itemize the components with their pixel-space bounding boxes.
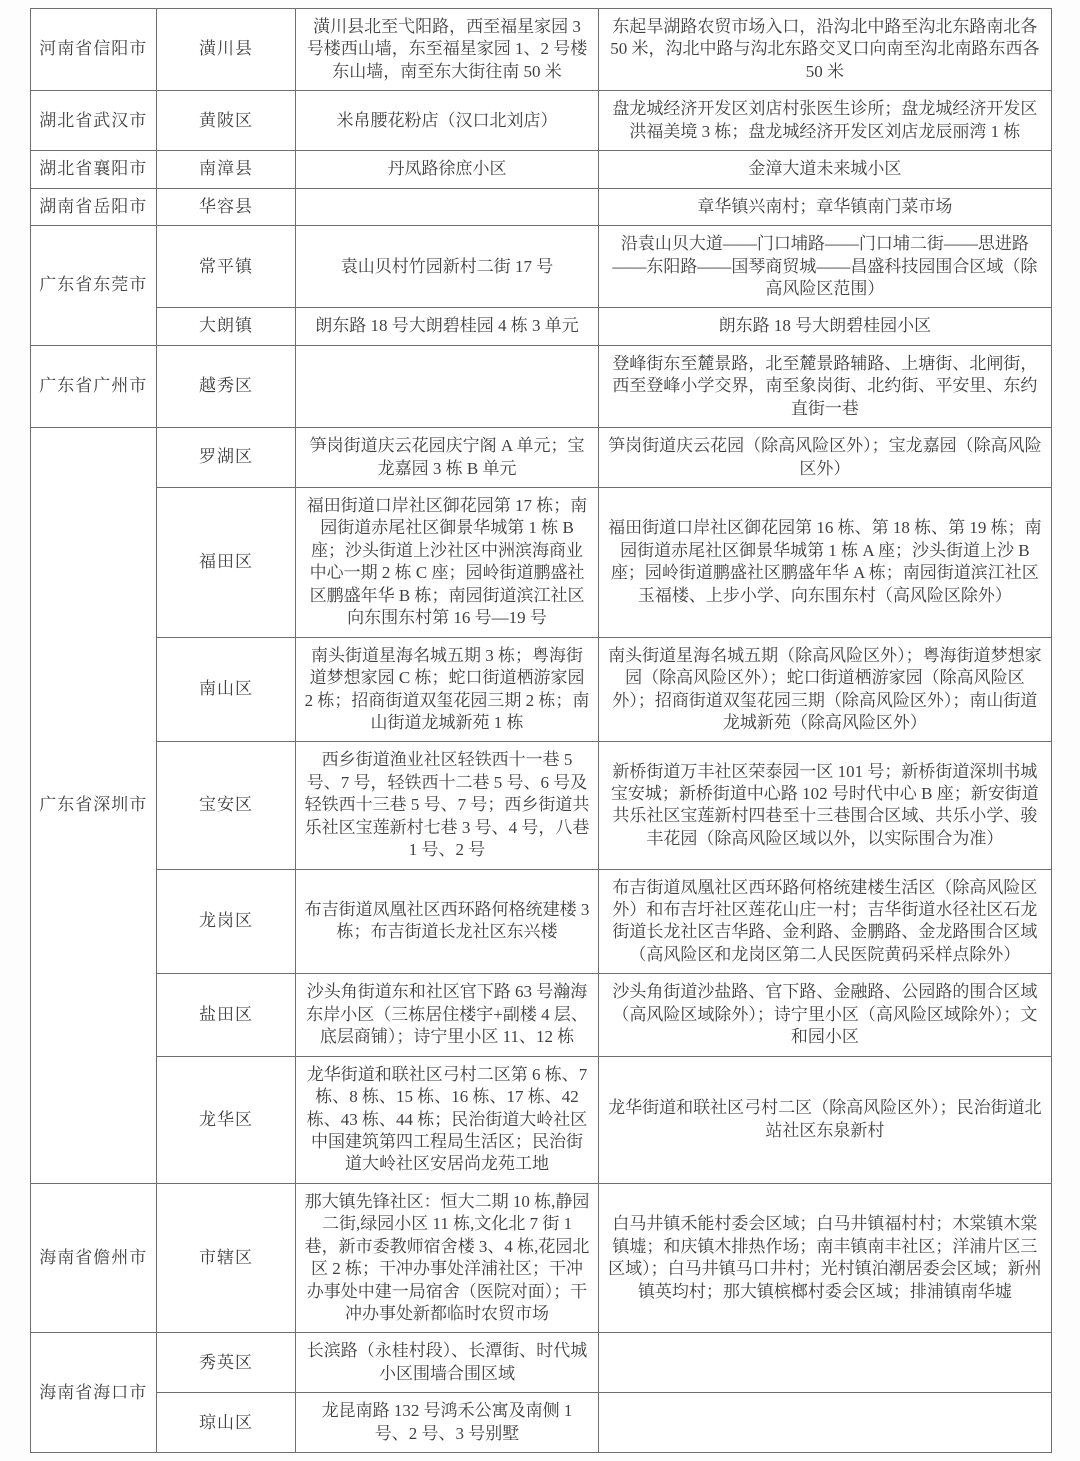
area-list-cell (296, 345, 598, 427)
area-scope-cell: 金漳大道未来城小区 (598, 151, 1051, 188)
district-cell: 宝安区 (156, 742, 296, 869)
area-scope-cell: 盘龙城经济开发区刘店村张医生诊所；盘龙城经济开发区洪福美境 3 栋；盘龙城经济开发区刘店龙辰丽湾 1 栋 (598, 91, 1051, 151)
area-list-cell: 朗东路 18 号大朗碧桂园 4 栋 3 单元 (296, 308, 598, 345)
area-list-cell: 袁山贝村竹园新村二街 17 号 (296, 226, 598, 308)
area-list-cell: 潢川县北至弋阳路，西至福星家园 3 号楼西山墙，东至福星家园 1、2 号楼东山墙，南至东大街往南 50 米 (296, 9, 598, 91)
table-row (31, 869, 1052, 974)
area-scope-cell: 龙华街道和联社区弓村二区（除高风险区外）；民治街道北站社区东泉新村 (598, 1056, 1051, 1183)
area-scope-cell: 新桥街道万丰社区荣泰园一区 101 号；新桥街道深圳书城宝安城；新桥街道中心路 102 号时代中心 B 座；新安街道共乐社区宝莲新村四巷至十三巷围合区域、共乐小学、骏丰花园（除高风险区域以外，以实际围合为准） (598, 742, 1051, 869)
district-cell: 南山区 (156, 637, 296, 742)
table-row (31, 1056, 1052, 1183)
table-row (31, 1333, 1052, 1393)
area-scope-cell: 沿袁山贝大道——门口埔路——门口埔二街——思进路——东阳路——国琴商贸城——昌盛科技园围合区域（除高风险区范围） (598, 226, 1051, 308)
district-cell: 越秀区 (156, 345, 296, 427)
table-row (31, 974, 1052, 1056)
province-cell: 河南省信阳市 (31, 9, 157, 91)
area-scope-cell: 朗东路 18 号大朗碧桂园小区 (598, 308, 1051, 345)
area-list-cell: 丹凤路徐庶小区 (296, 151, 598, 188)
district-cell: 大朗镇 (156, 308, 296, 345)
area-list-cell: 米帛腰花粉店（汉口北刘店） (296, 91, 598, 151)
table-row (31, 428, 1052, 488)
table-row (31, 742, 1052, 869)
area-list-cell: 福田街道口岸社区御花园第 17 栋；南园街道赤尾社区御景华城第 1 栋 B 座；沙头街道上沙社区中洲滨海商业中心一期 2 栋 C 座；园岭街道鹏盛社区鹏盛年华 B 栋；南园街道滨江社区向东围东村第 16 号—19 号 (296, 488, 598, 638)
district-cell: 南漳县 (156, 151, 296, 188)
area-scope-cell (598, 1393, 1051, 1453)
area-list-cell: 那大镇先锋社区：恒大二期 10 栋,静园二街,绿园小区 11 栋,文化北 7 街 1 巷，新市委教师宿舍楼 3、4 栋,花园北区 2 栋；干冲办事处洋浦社区；干冲办事处中建一局宿舍（医院对面）；干冲办事处新都临时农贸市场 (296, 1183, 598, 1333)
area-scope-cell: 登峰街东至麓景路，北至麓景路辅路、上塘街、北闸街，西至登峰小学交界，南至象岗街、北约街、平安里、东约直街一巷 (598, 345, 1051, 427)
area-list-cell: 西乡街道渔业社区轻铁西十一巷 5 号、7 号，轻铁西十二巷 5 号、6 号及轻铁西十三巷 5 号、7 号；西乡街道共乐社区宝莲新村七巷 3 号、4 号，八巷 1 号、2 号 (296, 742, 598, 869)
area-scope-cell: 章华镇兴南村；章华镇南门菜市场 (598, 188, 1051, 225)
province-cell: 湖北省襄阳市 (31, 151, 157, 188)
area-scope-cell: 布吉街道凤凰社区西环路何格统建楼生活区（除高风险区外）和布吉圩社区莲花山庄一村；吉华街道水径社区石龙街道长龙社区吉华路、金利路、金鹏路、金龙路围合区域（高风险区和龙岗区第二人民医院黄码采样点除外） (598, 869, 1051, 974)
area-list-cell: 布吉街道凤凰社区西环路何格统建楼 3 栋；布吉街道长龙社区东兴楼 (296, 869, 598, 974)
district-cell: 黄陂区 (156, 91, 296, 151)
area-list-cell: 南头街道星海名城五期 3 栋；粤海街道梦想家园 C 栋；蛇口街道栖游家园 2 栋；招商街道双玺花园三期 2 栋；南山街道龙城新苑 1 栋 (296, 637, 598, 742)
area-list-cell: 长滨路（永桂村段）、长潭街、时代城小区围墙合围区域 (296, 1333, 598, 1393)
area-scope-cell: 白马井镇禾能村委会区域；白马井镇福村村；木棠镇木棠镇墟；和庆镇木排热作场；南丰镇南丰社区；洋浦片区三区域）；白马井镇马口井村；光村镇泊潮居委会区域；新州镇英均村；那大镇槟榔村委会区域；排浦镇南华墟 (598, 1183, 1051, 1333)
table-row (31, 91, 1052, 151)
area-scope-cell: 沙头角街道沙盐路、官下路、金融路、公园路的围合区域（高风险区域除外）；诗宁里小区（高风险区域除外）；文和园小区 (598, 974, 1051, 1056)
district-cell: 龙华区 (156, 1056, 296, 1183)
table-row (31, 308, 1052, 345)
table-row (31, 1393, 1052, 1453)
district-cell: 福田区 (156, 488, 296, 638)
area-list-cell: 龙华街道和联社区弓村二区第 6 栋、7 栋、8 栋、15 栋、16 栋、17 栋、42 栋、43 栋、44 栋；民治街道大岭社区中国建筑第四工程局生活区；民治街道大岭社区安居尚龙苑工地 (296, 1056, 598, 1183)
district-cell: 盐田区 (156, 974, 296, 1056)
province-cell: 广东省广州市 (31, 345, 157, 427)
area-scope-cell (598, 1333, 1051, 1393)
risk-area-table (30, 8, 1052, 1453)
province-cell: 广东省东莞市 (31, 226, 157, 346)
table-row (31, 345, 1052, 427)
table-row (31, 488, 1052, 638)
table-row (31, 188, 1052, 225)
table-row (31, 1183, 1052, 1333)
district-cell: 琼山区 (156, 1393, 296, 1453)
district-cell: 潢川县 (156, 9, 296, 91)
area-scope-cell: 南头街道星海名城五期（除高风险区外）；粤海街道梦想家园（除高风险区外）；蛇口街道栖游家园（除高风险区外）；招商街道双玺花园三期（除高风险区外）；南山街道龙城新苑（除高风险区外） (598, 637, 1051, 742)
province-cell: 海南省儋州市 (31, 1183, 157, 1333)
province-cell: 广东省深圳市 (31, 428, 157, 1184)
table-row (31, 9, 1052, 91)
table-row (31, 637, 1052, 742)
area-scope-cell: 笋岗街道庆云花园（除高风险区外）；宝龙嘉园（除高风险区外） (598, 428, 1051, 488)
district-cell: 华容县 (156, 188, 296, 225)
district-cell: 市辖区 (156, 1183, 296, 1333)
area-list-cell: 笋岗街道庆云花园庆宁阁 A 单元；宝龙嘉园 3 栋 B 单元 (296, 428, 598, 488)
table-row (31, 151, 1052, 188)
area-list-cell: 沙头角街道东和社区官下路 63 号瀚海东岸小区（三栋居住楼宇+副楼 4 层、底层商铺）；诗宁里小区 11、12 栋 (296, 974, 598, 1056)
district-cell: 罗湖区 (156, 428, 296, 488)
province-cell: 海南省海口市 (31, 1333, 157, 1453)
province-cell: 湖南省岳阳市 (31, 188, 157, 225)
district-cell: 秀英区 (156, 1333, 296, 1393)
table-row (31, 226, 1052, 308)
area-scope-cell: 福田街道口岸社区御花园第 16 栋、第 18 栋、第 19 栋；南园街道赤尾社区御景华城第 1 栋 A 座；沙头街道上沙 B 座；园岭街道鹏盛社区鹏盛年华 A 栋；南园街道滨江社区玉福楼、上步小学、向东围东村（高风险区除外） (598, 488, 1051, 638)
area-scope-cell: 东起旱湖路农贸市场入口，沿沟北中路至沟北东路南北各 50 米，沟北中路与沟北东路交叉口向南至沟北南路东西各 50 米 (598, 9, 1051, 91)
area-list-cell (296, 188, 598, 225)
district-cell: 龙岗区 (156, 869, 296, 974)
province-cell: 湖北省武汉市 (31, 91, 157, 151)
district-cell: 常平镇 (156, 226, 296, 308)
area-list-cell: 龙昆南路 132 号鸿禾公寓及南侧 1 号、2 号、3 号别墅 (296, 1393, 598, 1453)
